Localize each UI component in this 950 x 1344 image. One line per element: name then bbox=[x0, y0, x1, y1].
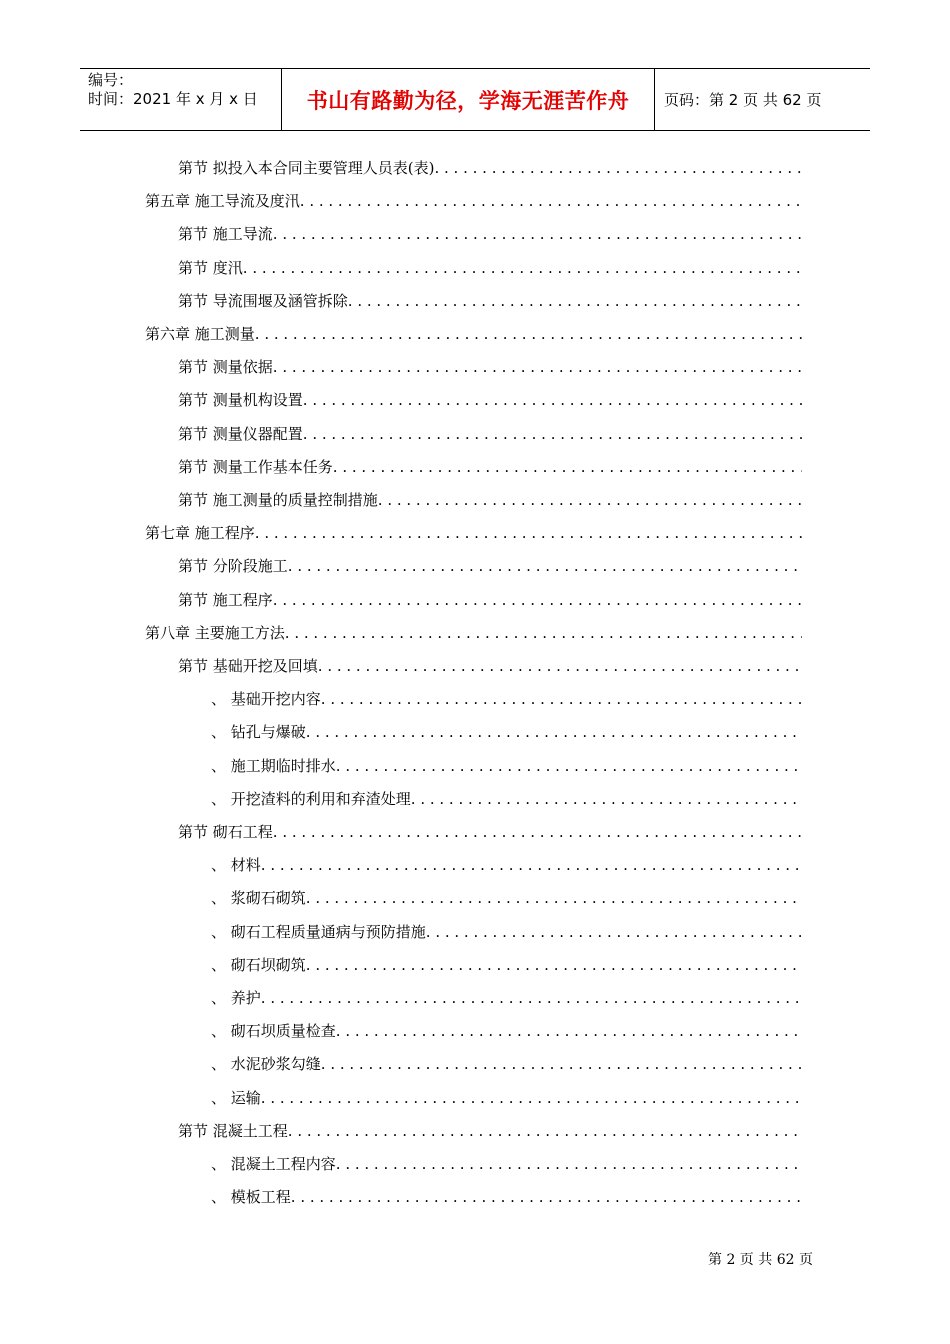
toc-entry[interactable] bbox=[211, 1186, 802, 1208]
toc-entry-title: 第节 施工测量的质量控制措施 bbox=[178, 491, 378, 509]
toc-leader-dots bbox=[333, 456, 802, 478]
number-label: 编号： bbox=[88, 71, 134, 89]
toc-leader-dots bbox=[288, 555, 802, 577]
toc-leader-dots bbox=[306, 721, 802, 743]
toc-entry-title: 、 模板工程 bbox=[211, 1188, 291, 1206]
toc-leader-dots bbox=[336, 755, 802, 777]
toc-entry-title: 第八章 主要施工方法 bbox=[145, 624, 285, 642]
toc-entry[interactable] bbox=[211, 1020, 802, 1042]
toc-leader-dots bbox=[288, 1120, 802, 1142]
time-label: 时间：2021 年 x 月 x 日 bbox=[88, 90, 258, 108]
toc-leader-dots bbox=[336, 1153, 802, 1175]
page-footer: 第 2 页 共 62 页 bbox=[708, 1252, 813, 1268]
toc-leader-dots bbox=[434, 157, 802, 179]
document-header bbox=[80, 68, 870, 131]
toc-leader-dots bbox=[336, 1020, 802, 1042]
toc-entry[interactable] bbox=[145, 190, 802, 212]
toc-entry[interactable] bbox=[178, 655, 802, 677]
toc-entry-title: 、 运输 bbox=[211, 1089, 261, 1107]
toc-entry-title: 、 砌石坝质量检查 bbox=[211, 1022, 336, 1040]
toc-entry-title: 第节 测量工作基本任务 bbox=[178, 458, 333, 476]
toc-entry-title: 第七章 施工程序 bbox=[145, 524, 255, 542]
toc-leader-dots bbox=[261, 987, 802, 1009]
toc-entry[interactable] bbox=[211, 887, 802, 909]
toc-leader-dots bbox=[411, 788, 802, 810]
toc-leader-dots bbox=[303, 423, 802, 445]
toc-leader-dots bbox=[321, 1053, 802, 1075]
toc-entry[interactable] bbox=[211, 854, 802, 876]
toc-entry-title: 第节 施工导流 bbox=[178, 225, 273, 243]
toc-entry[interactable] bbox=[178, 555, 802, 577]
toc-leader-dots bbox=[426, 921, 802, 943]
toc-entry-title: 第节 测量机构设置 bbox=[178, 391, 303, 409]
toc-entry[interactable] bbox=[211, 954, 802, 976]
toc-entry-title: 第节 混凝土工程 bbox=[178, 1122, 288, 1140]
toc-entry[interactable] bbox=[178, 223, 802, 245]
toc-entry-title: 第节 分阶段施工 bbox=[178, 557, 288, 575]
toc-entry-title: 第节 度汛 bbox=[178, 259, 243, 277]
toc-leader-dots bbox=[306, 954, 802, 976]
toc-entry[interactable] bbox=[178, 157, 802, 179]
toc-entry-title: 、 开挖渣料的利用和弃渣处理 bbox=[211, 790, 411, 808]
toc-entry-title: 第节 导流围堰及涵管拆除 bbox=[178, 292, 348, 310]
toc-leader-dots bbox=[285, 622, 802, 644]
toc-entry-title: 、 砌石工程质量通病与预防措施 bbox=[211, 923, 426, 941]
toc-leader-dots bbox=[243, 257, 802, 279]
toc-leader-dots bbox=[261, 854, 802, 876]
toc-entry[interactable] bbox=[211, 921, 802, 943]
toc-entry-title: 第节 拟投入本合同主要管理人员表(表) bbox=[178, 159, 435, 177]
toc-entry[interactable] bbox=[178, 356, 802, 378]
toc-entry[interactable] bbox=[211, 1087, 802, 1109]
toc-entry-title: 第六章 施工测量 bbox=[145, 325, 255, 343]
header-page-info: 页码：第 2 页 共 62 页 bbox=[664, 91, 822, 109]
toc-entry[interactable] bbox=[178, 257, 802, 279]
toc-entry-title: 、 基础开挖内容 bbox=[211, 690, 321, 708]
toc-entry[interactable] bbox=[211, 1053, 802, 1075]
toc-entry[interactable] bbox=[211, 721, 802, 743]
toc-entry[interactable] bbox=[178, 290, 802, 312]
toc-entry[interactable] bbox=[145, 622, 802, 644]
toc-leader-dots bbox=[378, 489, 802, 511]
toc-leader-dots bbox=[321, 688, 802, 710]
toc-leader-dots bbox=[300, 190, 802, 212]
toc-entry[interactable] bbox=[178, 489, 802, 511]
toc-leader-dots bbox=[273, 356, 802, 378]
toc-entry[interactable] bbox=[211, 788, 802, 810]
toc-leader-dots bbox=[261, 1087, 802, 1109]
toc-entry[interactable] bbox=[145, 323, 802, 345]
toc-entry-title: 第节 测量依据 bbox=[178, 358, 273, 376]
toc-entry-title: 、 钻孔与爆破 bbox=[211, 723, 306, 741]
toc-leader-dots bbox=[255, 323, 802, 345]
toc-entry-title: 、 材料 bbox=[211, 856, 261, 874]
toc-entry[interactable] bbox=[178, 423, 802, 445]
toc-leader-dots bbox=[255, 522, 802, 544]
toc-leader-dots bbox=[273, 223, 802, 245]
toc-entry-title: 第节 砌石工程 bbox=[178, 823, 273, 841]
toc-entry[interactable] bbox=[178, 456, 802, 478]
toc-entry-title: 第五章 施工导流及度汛 bbox=[145, 192, 300, 210]
toc-entry-title: 、 浆砌石砌筑 bbox=[211, 889, 306, 907]
toc-leader-dots bbox=[318, 655, 802, 677]
header-motto: 书山有路勤为径，学海无涯苦作舟 bbox=[282, 69, 655, 130]
toc-leader-dots bbox=[273, 589, 802, 611]
header-meta bbox=[80, 69, 282, 130]
toc-entry[interactable] bbox=[211, 688, 802, 710]
toc-entry-title: 第节 基础开挖及回填 bbox=[178, 657, 318, 675]
toc-entry[interactable] bbox=[178, 589, 802, 611]
toc-entry[interactable] bbox=[178, 389, 802, 411]
toc-leader-dots bbox=[273, 821, 802, 843]
toc-entry-title: 第节 施工程序 bbox=[178, 591, 273, 609]
toc-entry[interactable] bbox=[178, 821, 802, 843]
toc-entry-title: 、 施工期临时排水 bbox=[211, 757, 336, 775]
toc-entry[interactable] bbox=[211, 987, 802, 1009]
toc-entry[interactable] bbox=[178, 1120, 802, 1142]
toc-leader-dots bbox=[348, 290, 802, 312]
toc-entry-title: 、 水泥砂浆勾缝 bbox=[211, 1055, 321, 1073]
toc-entry-title: 、 混凝土工程内容 bbox=[211, 1155, 336, 1173]
toc-leader-dots bbox=[306, 887, 802, 909]
toc-entry-title: 、 砌石坝砌筑 bbox=[211, 956, 306, 974]
toc-entry-title: 第节 测量仪器配置 bbox=[178, 425, 303, 443]
toc-leader-dots bbox=[303, 389, 802, 411]
toc-entry-title: 、 养护 bbox=[211, 989, 261, 1007]
toc-entry[interactable] bbox=[145, 522, 802, 544]
toc-leader-dots bbox=[291, 1186, 802, 1208]
toc-entry[interactable] bbox=[211, 1153, 802, 1175]
toc-entry[interactable] bbox=[211, 755, 802, 777]
